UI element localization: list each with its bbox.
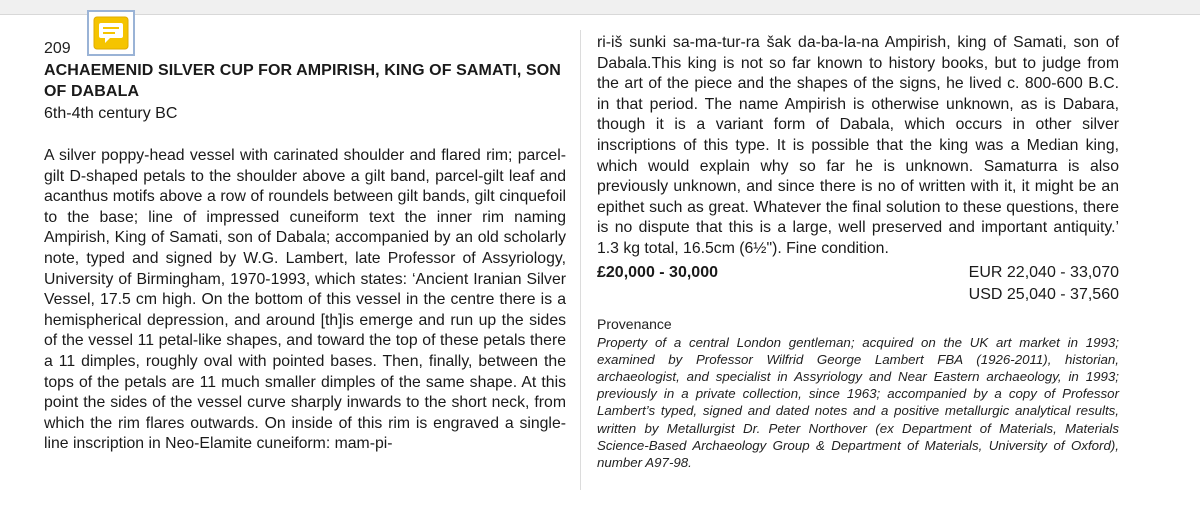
viewer-top-bar — [0, 0, 1200, 15]
estimate-eur: EUR 22,040 - 33,070 — [968, 263, 1119, 281]
lot-description: A silver poppy-head vessel with carinated shoulder and flared rim; parcel-gilt D-shaped petals to the shoulder above a gilt band, parcel-gilt leaf and acanthus motifs above a row of roundels between gilt bands, gilt cinquefoil to the base; line of impressed cuneiform text the inner rim naming Ampirish, King of Samati, son of Dabala; accompanied by an old scholarly note, typed and signed by W.G. Lambert, late Professor of Assyriology, University of Birmingham, 1970-1993, which states: ‘Ancient Iranian Silver Vessel, 17.5 cm high. On the bottom of this vessel in the centre there is a hemispherical depression, and around [th]is emerge and run up the sides of the vessel 11 petal-like shapes, and toward the top of these petals there a 11 dimples, roughly oval with pointed bases. Then, finally, between the tops of the petals are 11 much smaller dimples of the same shape. At this point the sides of the vessel curve sharply inwards to the short neck, from which the rim flares outwards. On inside of this rim is engraved a single-line inscription in Neo-Elamite cuneiform: mam-pi- — [44, 147, 566, 453]
lot-number: 209 — [44, 40, 71, 57]
lot-left-column — [44, 60, 566, 455]
comment-annotation-button[interactable] — [87, 10, 135, 56]
provenance-label: Provenance — [597, 315, 672, 332]
provenance-text: Property of a central London gentleman; acquired on the UK art market in 1993; examined by Professor Wilfrid George Lambert FBA (1926-2011), historian, archaeologist, and specialist in Assyriology and Near Eastern archaeology, in 1993; previously in a private collection, since 1963; accompanied by a copy of Professor Lambert’s typed, signed and dated notes and a positive metallurgic analytical results, written by Metallurgist Dr. Peter Northover (ex Department of Materials, Materials Science-Based Archaeology Group & Department of Materials, University of Oxford), number A97-98. — [597, 334, 1119, 470]
column-divider — [580, 30, 581, 490]
estimate-usd: USD 25,040 - 37,560 — [968, 285, 1119, 303]
lot-right-column — [597, 33, 1119, 471]
lot-date: 6th-4th century BC — [44, 105, 178, 122]
lot-title: ACHAEMENID SILVER CUP FOR AMPIRISH, KING OF SAMATI, SON OF DABALA — [44, 62, 561, 100]
lot-description-continued: ri-iš sunki sa-ma-tur-ra šak da-ba-la-na Ampirish, king of Samati, son of Dabala.This king is not so far known to history books, but to judge from the art of the piece and the shapes of the signs, he lived c. 800-600 B.C. in that period. The name Ampirish is otherwise unknown, as is Dabara, though it is a variant form of Dabala, which occurs in other silver inscriptions of this type. It is possible that the king was a Median king, which would explain why so far he is unknown. Samaturra is also previously unknown, and since there is no of written with it, it might be an epithet such as great. Whatever the final solution to these questions, there is no dispute that this is a large, well preserved and important antiquity.’ 1.3 kg total, 16.5cm (6½"). Fine condition. — [597, 34, 1119, 257]
estimate-block — [597, 264, 1119, 310]
comment-icon — [93, 16, 129, 50]
estimate-gbp: £20,000 - 30,000 — [597, 263, 718, 281]
